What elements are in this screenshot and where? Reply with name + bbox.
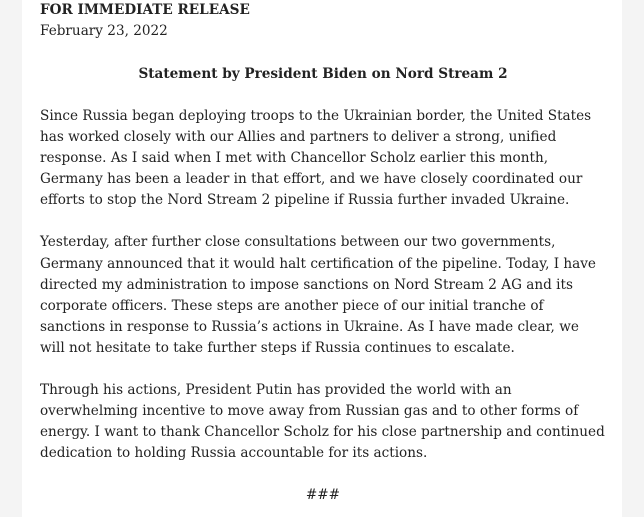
paragraph-3: Through his actions, President Putin has provided the world with an overwhelming incentive to move away from Russian gas and to other forms of energy. I want to thank Chancellor Scholz for his close partnership and continued dedication to holding Russia accountable for its actions.: [40, 382, 605, 462]
release-label: FOR IMMEDIATE RELEASE: [40, 2, 250, 18]
statement-content: [40, 0, 606, 507]
paragraph-1: Since Russia began deploying troops to the Ukrainian border, the United States has worked closely with our Allies and partners to deliver a strong, unified response. As I said when I met with Chancellor Scholz earlier this month, Germany has been a leader in that effort, and we have closely coordinated our efforts to stop the Nord Stream 2 pipeline if Russia further invaded Ukraine.: [40, 108, 592, 209]
document-page: [22, 0, 622, 517]
statement-title: Statement by President Biden on Nord Stream 2: [138, 66, 508, 82]
release-date: February 23, 2022: [40, 23, 168, 39]
end-mark: ###: [305, 487, 341, 504]
paragraph-2: Yesterday, after further close consultations between our two governments, Germany announced that it would halt certification of the pipeline. Today, I have directed my administration to impose sanctions on Nord Stream 2 AG and its corporate officers. These steps are another piece of our initial tranche of sanctions in response to Russia’s actions in Ukraine. As I have made clear, we will not hesitate to take further steps if Russia continues to escalate.: [40, 234, 596, 356]
